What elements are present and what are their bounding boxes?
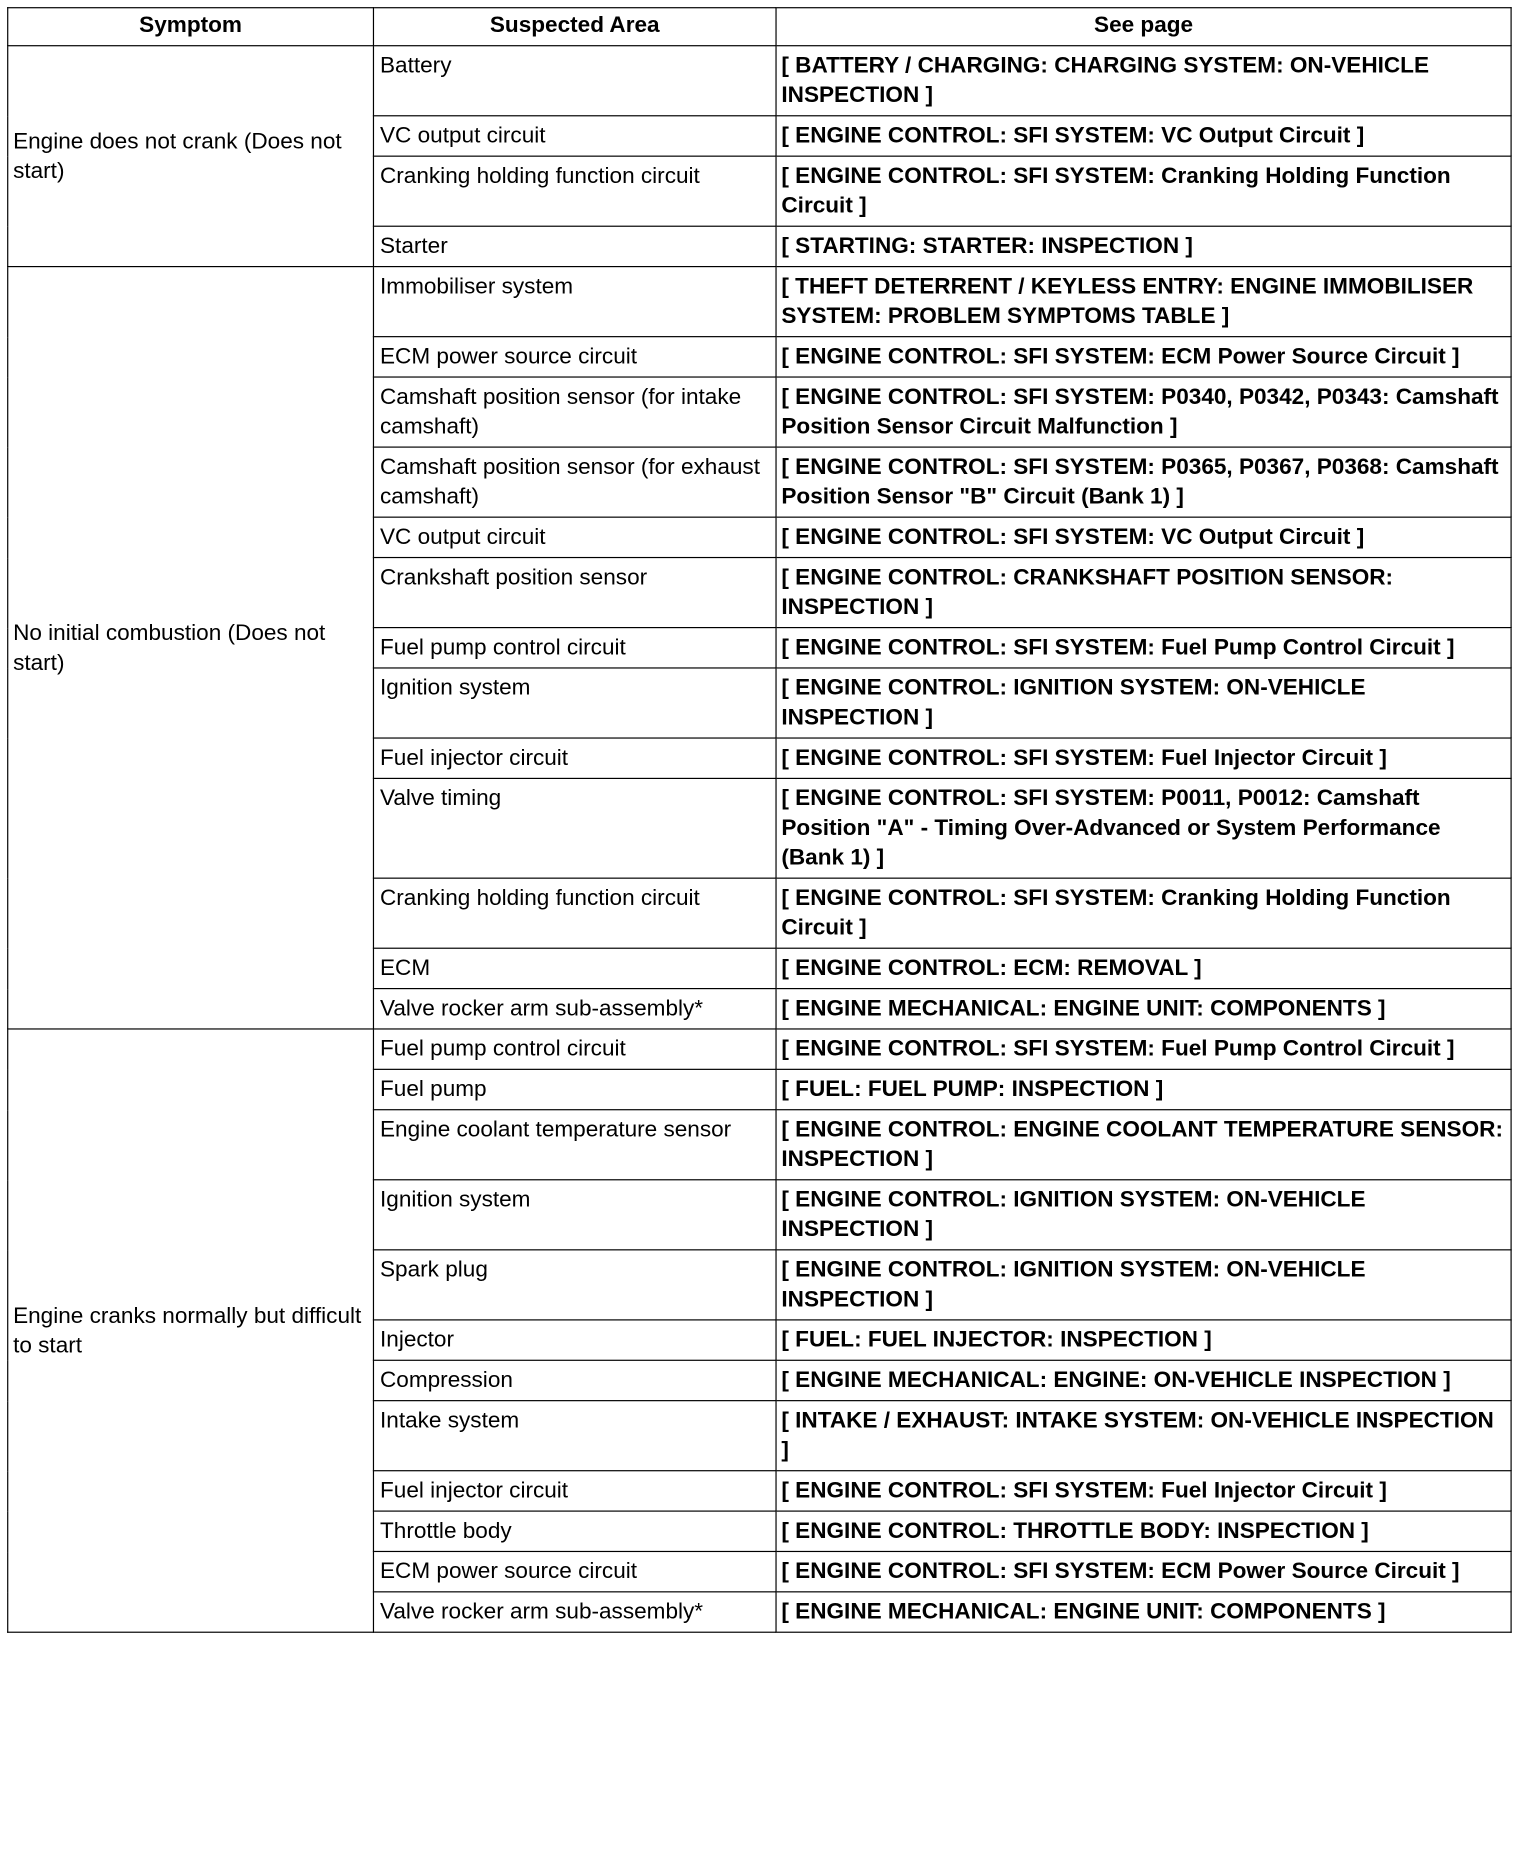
suspected-area-cell: Immobiliser system (373, 267, 776, 337)
see-page-link[interactable]: [ ENGINE CONTROL: SFI SYSTEM: P0340, P0342, P0343: Camshaft Position Sensor Circuit Malfunction ] (776, 377, 1511, 447)
see-page-link[interactable]: [ ENGINE CONTROL: SFI SYSTEM: VC Output Circuit ] (776, 517, 1511, 557)
suspected-area-cell: Cranking holding function circuit (373, 878, 776, 948)
see-page-link[interactable]: [ ENGINE CONTROL: IGNITION SYSTEM: ON-VEHICLE INSPECTION ] (776, 1250, 1511, 1320)
see-page-link[interactable]: [ ENGINE CONTROL: SFI SYSTEM: Fuel Injector Circuit ] (776, 1471, 1511, 1511)
suspected-area-cell: Crankshaft position sensor (373, 558, 776, 628)
see-page-link[interactable]: [ ENGINE CONTROL: SFI SYSTEM: ECM Power Source Circuit ] (776, 337, 1511, 377)
see-page-link[interactable]: [ ENGINE CONTROL: SFI SYSTEM: P0011, P0012: Camshaft Position "A" - Timing Over-Advanced or System Performance (Bank 1) ] (776, 778, 1511, 878)
see-page-link[interactable]: [ ENGINE CONTROL: SFI SYSTEM: Fuel Pump Control Circuit ] (776, 1029, 1511, 1069)
see-page-link[interactable]: [ STARTING: STARTER: INSPECTION ] (776, 226, 1511, 266)
header-suspected-area: Suspected Area (373, 8, 776, 46)
suspected-area-cell: Engine coolant temperature sensor (373, 1110, 776, 1180)
see-page-link[interactable]: [ INTAKE / EXHAUST: INTAKE SYSTEM: ON-VEHICLE INSPECTION ] (776, 1401, 1511, 1471)
see-page-link[interactable]: [ ENGINE CONTROL: SFI SYSTEM: Fuel Injector Circuit ] (776, 738, 1511, 778)
suspected-area-cell: Fuel pump control circuit (373, 1029, 776, 1069)
table-row (8, 46, 1511, 116)
suspected-area-cell: Valve timing (373, 778, 776, 878)
see-page-link[interactable]: [ ENGINE CONTROL: CRANKSHAFT POSITION SENSOR: INSPECTION ] (776, 558, 1511, 628)
see-page-link[interactable]: [ ENGINE CONTROL: SFI SYSTEM: Cranking Holding Function Circuit ] (776, 156, 1511, 226)
suspected-area-cell: Ignition system (373, 1180, 776, 1250)
see-page-link[interactable]: [ ENGINE CONTROL: THROTTLE BODY: INSPECTION ] (776, 1511, 1511, 1551)
see-page-link[interactable]: [ BATTERY / CHARGING: CHARGING SYSTEM: ON-VEHICLE INSPECTION ] (776, 46, 1511, 116)
suspected-area-cell: Ignition system (373, 668, 776, 738)
suspected-area-cell: Valve rocker arm sub-assembly* (373, 989, 776, 1029)
suspected-area-cell: Spark plug (373, 1250, 776, 1320)
see-page-link[interactable]: [ ENGINE CONTROL: SFI SYSTEM: ECM Power Source Circuit ] (776, 1551, 1511, 1591)
see-page-link[interactable]: [ THEFT DETERRENT / KEYLESS ENTRY: ENGINE IMMOBILISER SYSTEM: PROBLEM SYMPTOMS TABLE ] (776, 267, 1511, 337)
symptom-cell: Engine does not crank (Does not start) (8, 46, 374, 267)
suspected-area-cell: Fuel pump (373, 1069, 776, 1109)
suspected-area-cell: Fuel injector circuit (373, 738, 776, 778)
see-page-link[interactable]: [ ENGINE CONTROL: SFI SYSTEM: VC Output Circuit ] (776, 116, 1511, 156)
suspected-area-cell: ECM (373, 948, 776, 988)
suspected-area-cell: ECM power source circuit (373, 1551, 776, 1591)
suspected-area-cell: Valve rocker arm sub-assembly* (373, 1592, 776, 1632)
suspected-area-cell: Camshaft position sensor (for intake camshaft) (373, 377, 776, 447)
suspected-area-cell: Injector (373, 1320, 776, 1360)
header-see-page: See page (776, 8, 1511, 46)
suspected-area-cell: Compression (373, 1360, 776, 1400)
table-row (8, 1029, 1511, 1069)
symptom-cell: Engine cranks normally but difficult to start (8, 1029, 374, 1632)
see-page-link[interactable]: [ ENGINE CONTROL: ECM: REMOVAL ] (776, 948, 1511, 988)
suspected-area-cell: Intake system (373, 1401, 776, 1471)
suspected-area-cell: Fuel injector circuit (373, 1471, 776, 1511)
problem-symptoms-table (7, 7, 1512, 1633)
suspected-area-cell: Fuel pump control circuit (373, 628, 776, 668)
see-page-link[interactable]: [ FUEL: FUEL INJECTOR: INSPECTION ] (776, 1320, 1511, 1360)
suspected-area-cell: Battery (373, 46, 776, 116)
see-page-link[interactable]: [ ENGINE CONTROL: SFI SYSTEM: Fuel Pump Control Circuit ] (776, 628, 1511, 668)
suspected-area-cell: Starter (373, 226, 776, 266)
see-page-link[interactable]: [ ENGINE CONTROL: SFI SYSTEM: P0365, P0367, P0368: Camshaft Position Sensor "B" Circuit (Bank 1) ] (776, 447, 1511, 517)
table-row (8, 267, 1511, 337)
see-page-link[interactable]: [ ENGINE MECHANICAL: ENGINE UNIT: COMPONENTS ] (776, 1592, 1511, 1632)
header-symptom: Symptom (8, 8, 374, 46)
suspected-area-cell: Cranking holding function circuit (373, 156, 776, 226)
header-row (8, 8, 1511, 46)
see-page-link[interactable]: [ ENGINE CONTROL: ENGINE COOLANT TEMPERATURE SENSOR: INSPECTION ] (776, 1110, 1511, 1180)
table-body (8, 46, 1511, 1633)
table-header (8, 8, 1511, 46)
see-page-link[interactable]: [ ENGINE CONTROL: IGNITION SYSTEM: ON-VEHICLE INSPECTION ] (776, 668, 1511, 738)
see-page-link[interactable]: [ ENGINE MECHANICAL: ENGINE UNIT: COMPONENTS ] (776, 989, 1511, 1029)
see-page-link[interactable]: [ ENGINE MECHANICAL: ENGINE: ON-VEHICLE INSPECTION ] (776, 1360, 1511, 1400)
see-page-link[interactable]: [ FUEL: FUEL PUMP: INSPECTION ] (776, 1069, 1511, 1109)
suspected-area-cell: VC output circuit (373, 116, 776, 156)
see-page-link[interactable]: [ ENGINE CONTROL: IGNITION SYSTEM: ON-VEHICLE INSPECTION ] (776, 1180, 1511, 1250)
suspected-area-cell: ECM power source circuit (373, 337, 776, 377)
suspected-area-cell: Camshaft position sensor (for exhaust camshaft) (373, 447, 776, 517)
see-page-link[interactable]: [ ENGINE CONTROL: SFI SYSTEM: Cranking Holding Function Circuit ] (776, 878, 1511, 948)
suspected-area-cell: VC output circuit (373, 517, 776, 557)
symptom-cell: No initial combustion (Does not start) (8, 267, 374, 1029)
suspected-area-cell: Throttle body (373, 1511, 776, 1551)
